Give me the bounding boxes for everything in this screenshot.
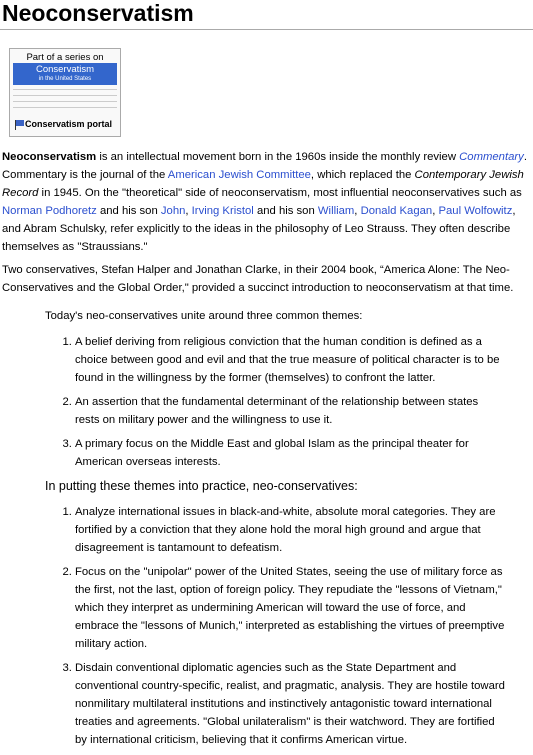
- article-body: [2, 148, 530, 755]
- portal-link[interactable]: [14, 119, 112, 129]
- title-divider: [0, 29, 533, 30]
- series-list-lines: [13, 89, 117, 108]
- series-topic-band: [13, 63, 117, 85]
- list-item: 2. An assertion that the fundamental determinant of the relationship between states rests on military power and the willingness to use it.: [75, 393, 505, 429]
- text-run: in 1945. On the "theoretical" side of neoconservatism, most influential neoconservatives such as: [38, 187, 522, 199]
- series-topic-link[interactable]: Conservatism: [35, 64, 95, 75]
- series-subtopic: in the United States: [38, 76, 92, 82]
- intro-paragraph-2: Two conservatives, Stefan Halper and Jonathan Clarke, in their 2004 book, “America Alone: The Neo-Conservatives and the Global Order," provided a succinct introduction to neoconservatism at that time.: [2, 264, 514, 294]
- link-norman-podhoretz[interactable]: Norman Podhoretz: [2, 205, 97, 217]
- bold-term: Neoconservatism: [2, 151, 97, 163]
- link-paul-wolfowitz[interactable]: Paul Wolfowitz: [438, 205, 513, 217]
- page-title: Neoconservatism: [2, 0, 194, 26]
- text-run: and his son: [253, 205, 318, 217]
- link-william[interactable]: William: [317, 205, 355, 217]
- list-item: 1. A belief deriving from religious conviction that the human condition is defined as a choice between good and evil and that the true measure of political character is to be found in the willingness by the former (themselves) to confront the latter.: [75, 333, 505, 387]
- text-run: ,: [354, 205, 361, 217]
- text-run: ,: [185, 205, 192, 217]
- list-item: 3. A primary focus on the Middle East and global Islam as the principal theater for American overseas interests.: [75, 435, 505, 471]
- intro-paragraph-1: [2, 148, 530, 256]
- link-american-jewish-committee[interactable]: American Jewish Committee: [167, 169, 311, 181]
- list-item: 1. Analyze international issues in black-and-white, absolute moral categories. They are fortified by a conviction that they alone hold the moral high ground and argue that disagreement is tantamount to defeatism.: [75, 503, 505, 557]
- list-item: 3. Disdain conventional diplomatic agencies such as the State Department and conventional country-specific, realist, and pragmatic, analysis. They are hostile toward nonmilitary multilateral institutions and instinctively antagonistic toward international treaties and agreements. "Global unilateralism" is their watchword. They are fortified by international criticism, believing that it confirms American virtue.: [75, 659, 505, 749]
- link-donald-kagan[interactable]: Donald Kagan: [360, 205, 433, 217]
- quote-intro-2: In putting these themes into practice, neo-conservatives:: [45, 479, 358, 493]
- text-run: ,: [432, 205, 439, 217]
- italic-record: Contemporary Jewish Record: [2, 169, 524, 199]
- text-run: , which replaced the: [310, 169, 415, 181]
- quote-intro-1: Today's neo-conservatives unite around three common themes:: [45, 310, 363, 322]
- practices-list: [45, 503, 505, 749]
- series-label: Part of a series on: [26, 52, 104, 63]
- text-run: , and Abram Schulsky, refer explicitly to the ideas in the philosophy of Leo Strauss. They often describe themselves as "Straussians.": [2, 205, 516, 253]
- block-quote: [45, 307, 505, 749]
- text-run: . Commentary is the journal of the: [2, 151, 527, 181]
- list-item: 2. Focus on the "unipolar" power of the United States, seeing the use of military force as the first, not the last, option of foreign policy. They repudiate the "lessons of Vietnam," which they interpret as undermining American will toward the use of force, and embrace the "lessons of Munich," interpreted as establishing the virtues of preemptive military action.: [75, 563, 505, 653]
- portal-label: Conservatism portal: [25, 119, 113, 129]
- link-commentary[interactable]: Commentary: [459, 151, 524, 163]
- series-infobox: [9, 48, 121, 137]
- link-irving-kristol[interactable]: Irving Kristol: [191, 205, 254, 217]
- text-run: is an intellectual movement born in the 1960s inside the monthly review: [96, 151, 460, 163]
- text-run: and his son: [96, 205, 161, 217]
- flag-icon: [14, 120, 24, 129]
- link-john[interactable]: John: [160, 205, 186, 217]
- themes-list: [45, 333, 505, 471]
